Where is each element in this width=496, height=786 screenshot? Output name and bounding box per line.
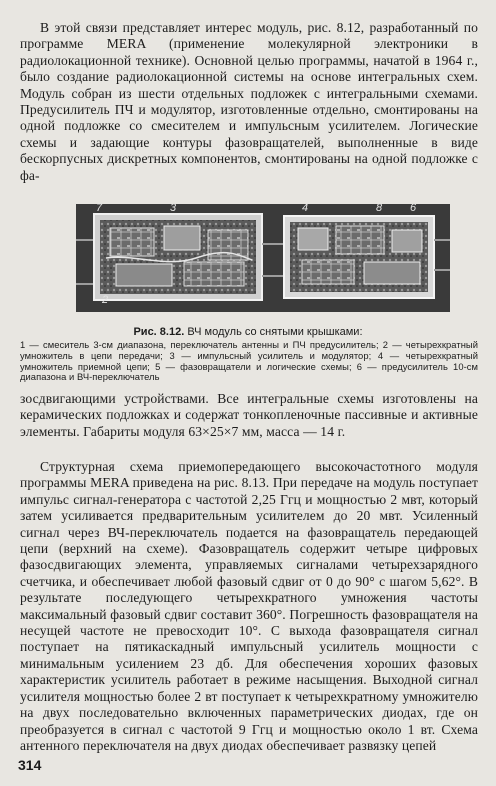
figure-label-4: 4	[302, 202, 309, 214]
paragraph-continuation: зосдвигающими устройствами. Все интегральные схемы изготовлены на керамических подложках и содержат тонкопленочные пассивные и активные элементы. Габариты модуля 63×25×7 мм, масса — 14 г.	[20, 391, 478, 439]
page-number: 314	[18, 757, 42, 773]
figure-label-3: 3	[170, 202, 177, 214]
figure-caption-title	[0, 326, 496, 338]
paragraph-intro: В этой связи представляет интерес модуль, рис. 8.12, разработанный по программе MERA (применение молекулярной электроники в радиолокационной технике). Основной целью программы, начатой в 1964 г., было создание радиолокационной системы на основе интегральных схем. Модуль собран из шести отдельных подложек с интегральными схемами. Предусилитель ПЧ и модулятор, изготовленные отдельно, смонтированы на одной подложке со смесителем и импульсным усилителем. Логические схемы и задающие контуры фазовращателей, выполненные в виде бескорпусных дискретных компонентов, смонтированы на одной подложке с фа-	[20, 20, 478, 183]
figure-label-2: 2	[102, 294, 109, 306]
figure-caption-number: Рис. 8.12.	[133, 326, 185, 338]
figure-caption-text: ВЧ модуль со снятыми крышками:	[184, 326, 363, 338]
figure-photo-hf-module	[76, 204, 450, 312]
paragraph-structure: Структурная схема приемопередающего высокочастотного модуля программы MERA приведена на рис. 8.13. При передаче на модуль поступает импульс сигнал-генератора с частотой 2,25 Ггц и мощностью 2 мвт, который затем усиливается предварительным усилителем до 20 мвт. Усиленный сигнал через ВЧ-переключатель подается на фазовращатель передающей цепи (верхний на схеме). Фазовращатель содержит четыре цифровых фазосдвигающих элемента, управляемых сигналами четырехзарядного счетчика, и обеспечивает любой фазовый сдвиг от 0 до 90° с шагом 5,62°. В результате последующего четырехкратного умножения частоты максимальный фазовый сдвиг составит 360°. Погрешность фазовращателя на несущей частоте не превосходит 10°. С выхода фазовращателя сигнал поступает на пятикаскадный импульсный усилитель мощности с минимальным усилением 23 дб. Для обеспечения хороших фазовых характеристик усилитель работает в режиме насыщения. Выходной сигнал усилителя мощностью более 2 вт поступает к четырехкратному умножителю на двух последовательно включенных параметрических диодах, где он преобразуется в сигнал с частотой 9 Ггц и мощностью около 1 вт. Схема антенного переключателя на двух диодах обеспечивает развязку цепей	[20, 459, 478, 753]
figure-label-6: 6	[410, 202, 417, 214]
figure-label-7: 7	[96, 202, 103, 214]
figure-caption-legend: 1 — смеситель 3-см диапазона, переключатель антенны и ПЧ предусилитель; 2 — четырехкратный умножитель в цепи передачи; 3 — импульсный усилитель и модулятор; 4 — четырехкратный умножитель приемной цепи; 5 — фазовращатели и логические схемы; 6 — предусилитель 10-см диапазона и ВЧ-переключатель	[20, 339, 478, 383]
figure-label-8: 8	[376, 202, 383, 214]
module-photo-illustration	[76, 204, 450, 312]
